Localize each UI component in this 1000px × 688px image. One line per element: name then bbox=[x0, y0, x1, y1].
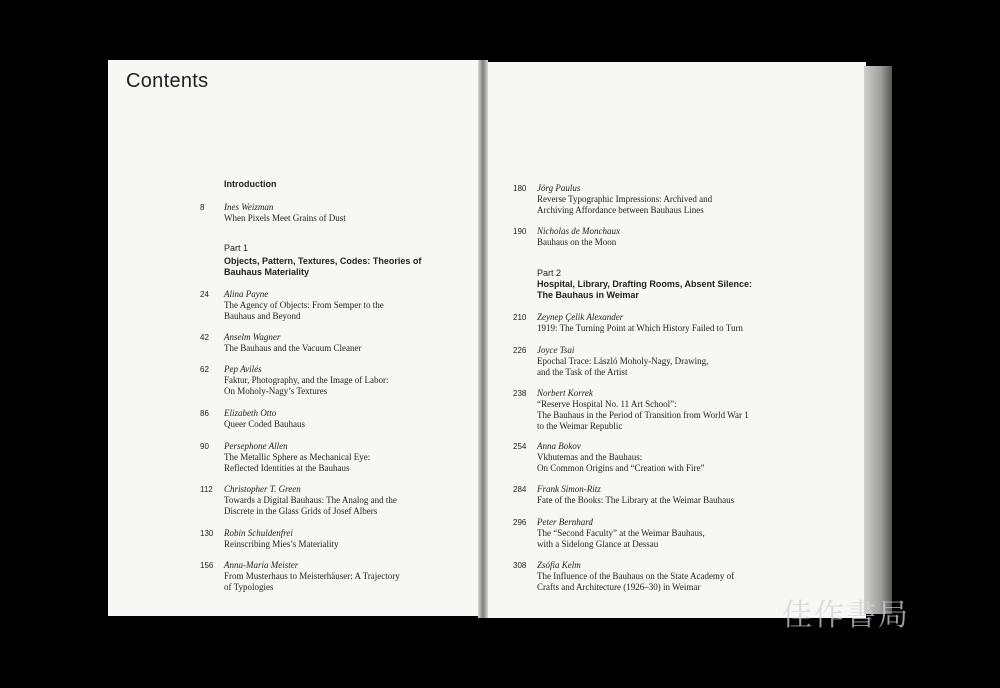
right-page-number: 308 bbox=[513, 561, 527, 570]
left-toc-entry bbox=[224, 289, 384, 322]
entry-title-line: Reverse Typographic Impressions: Archived and bbox=[537, 194, 713, 204]
entry-title-line: Fate of the Books: The Library at the Weimar Bauhaus bbox=[537, 495, 735, 505]
left-page-number: 130 bbox=[200, 529, 214, 538]
entry-author: Nicholas de Monchaux bbox=[537, 226, 620, 236]
left-page-number: 8 bbox=[200, 203, 205, 212]
entry-author: Anna-Maria Meister bbox=[224, 560, 299, 570]
entry-title-line: The Agency of Objects: From Semper to the bbox=[224, 300, 384, 310]
watermark: 佳作書局 bbox=[782, 598, 910, 633]
entry-title-line: Bauhaus and Beyond bbox=[224, 311, 301, 321]
entry-title-line: The “Second Faculty” at the Weimar Bauhaus, bbox=[537, 528, 705, 538]
left-page-number: 62 bbox=[200, 365, 209, 374]
right-toc-entry bbox=[537, 345, 708, 378]
entry-title-line: of Typologies bbox=[224, 582, 274, 592]
right-toc-entry bbox=[537, 388, 749, 432]
right-toc-entry bbox=[537, 560, 734, 593]
entry-author: Peter Bernhard bbox=[537, 517, 593, 527]
entry-title-line: Reflected Identities at the Bauhaus bbox=[224, 463, 350, 473]
entry-title-line: Towards a Digital Bauhaus: The Analog and the bbox=[224, 495, 397, 505]
part2-title bbox=[537, 279, 752, 301]
entry-title-line: From Musterhaus to Meisterhäuser: A Trajectory bbox=[224, 571, 400, 581]
entry-title-line: The Bauhaus in the Period of Transition from World War 1 bbox=[537, 410, 749, 420]
right-page-number: 226 bbox=[513, 346, 527, 355]
entry-title-line: When Pixels Meet Grains of Dust bbox=[224, 213, 346, 223]
part2-title-line: The Bauhaus in Weimar bbox=[537, 290, 639, 300]
entry-author: Frank Simon-Ritz bbox=[537, 484, 601, 494]
left-toc-entry bbox=[224, 560, 400, 593]
right-page-number: 210 bbox=[513, 313, 527, 322]
left-page-number: 156 bbox=[200, 561, 214, 570]
entry-title-line: and the Task of the Artist bbox=[537, 367, 628, 377]
entry-title-line: 1919: The Turning Point at Which History Failed to Turn bbox=[537, 323, 743, 333]
page-title: Contents bbox=[126, 70, 209, 92]
entry-author: Jörg Paulus bbox=[537, 183, 581, 193]
entry-author: Zsófia Kelm bbox=[537, 560, 581, 570]
left-page-number: 112 bbox=[200, 485, 213, 494]
left-toc-entry bbox=[224, 364, 389, 397]
right-page-number: 238 bbox=[513, 389, 527, 398]
entry-author: Elizabeth Otto bbox=[224, 408, 277, 418]
entry-title-line: Reinscribing Mies’s Materiality bbox=[224, 539, 339, 549]
entry-title-line: On Common Origins and “Creation with Fire” bbox=[537, 463, 705, 473]
entry-author: Pep Avilés bbox=[224, 364, 262, 374]
left-toc-entry bbox=[224, 528, 338, 550]
left-page-number: 90 bbox=[200, 442, 209, 451]
entry-title-line: The Metallic Sphere as Mechanical Eye: bbox=[224, 452, 371, 462]
page-edges bbox=[864, 66, 892, 614]
entry-title-line: Discrete in the Glass Grids of Josef Albers bbox=[224, 506, 378, 516]
entry-author: Persephone Allen bbox=[224, 441, 288, 451]
entry-author: Alina Payne bbox=[224, 289, 269, 299]
right-toc-entry bbox=[537, 441, 704, 474]
entry-title-line: Archiving Affordance between Bauhaus Lines bbox=[537, 205, 704, 215]
entry-title-line: Queer Coded Bauhaus bbox=[224, 419, 305, 429]
entry-title-line: On Moholy-Nagy’s Textures bbox=[224, 386, 328, 396]
left-toc-entry bbox=[224, 332, 362, 354]
entry-title-line: Crafts and Architecture (1926–30) in Weimar bbox=[537, 582, 701, 592]
entry-author: Ines Weizman bbox=[224, 202, 274, 212]
part2-label: Part 2 bbox=[537, 268, 562, 278]
entry-author: Norbert Korrek bbox=[537, 388, 593, 398]
entry-author: Christopher T. Green bbox=[224, 484, 301, 494]
right-page-number: 296 bbox=[513, 518, 527, 527]
entry-title-line: Faktur, Photography, and the Image of Labor: bbox=[224, 375, 389, 385]
left-toc-entry bbox=[224, 441, 370, 474]
entry-title-line: Epochal Trace: László Moholy-Nagy, Drawing, bbox=[537, 356, 709, 366]
entry-title-line: The Influence of the Bauhaus on the State Academy of bbox=[537, 571, 735, 581]
entry-author: Joyce Tsai bbox=[537, 345, 575, 355]
right-toc-entry bbox=[537, 517, 705, 550]
left-toc-entry bbox=[224, 408, 305, 430]
right-toc-entry bbox=[537, 484, 734, 506]
right-page-number: 254 bbox=[513, 442, 527, 451]
right-toc-entry bbox=[537, 226, 620, 248]
entry-title-line: Bauhaus on the Moon bbox=[537, 237, 617, 247]
part2-title-line: Hospital, Library, Drafting Rooms, Absent Silence: bbox=[537, 279, 753, 289]
part1-title bbox=[224, 256, 421, 278]
entry-title-line: to the Weimar Republic bbox=[537, 421, 623, 431]
part1-label: Part 1 bbox=[224, 243, 249, 253]
entry-author: Anselm Wagner bbox=[224, 332, 281, 342]
right-page-number: 180 bbox=[513, 184, 527, 193]
introduction-heading: Introduction bbox=[224, 179, 277, 189]
entry-title-line: Vkhutemas and the Bauhaus: bbox=[537, 452, 643, 462]
right-toc-entry bbox=[537, 183, 712, 216]
left-toc-entry bbox=[224, 484, 397, 517]
entry-author: Zeynep Çelik Alexander bbox=[537, 312, 624, 322]
left-page-number: 42 bbox=[200, 333, 209, 342]
left-page-number: 86 bbox=[200, 409, 209, 418]
book-gutter bbox=[478, 60, 488, 618]
part1-title-line: Bauhaus Materiality bbox=[224, 267, 310, 277]
entry-author: Anna Bokov bbox=[537, 441, 581, 451]
left-page-number: 24 bbox=[200, 290, 209, 299]
right-page-number: 190 bbox=[513, 227, 527, 236]
entry-title-line: The Bauhaus and the Vacuum Cleaner bbox=[224, 343, 362, 353]
right-page-number: 284 bbox=[513, 485, 527, 494]
entry-author: Robin Schuldenfrei bbox=[224, 528, 293, 538]
entry-title-line: with a Sidelong Glance at Dessau bbox=[537, 539, 659, 549]
right-toc-entry bbox=[537, 312, 743, 334]
left-toc-entry bbox=[224, 202, 346, 224]
entry-title-line: “Reserve Hospital No. 11 Art School”: bbox=[537, 399, 677, 409]
part1-title-line: Objects, Pattern, Textures, Codes: Theories of bbox=[224, 256, 422, 266]
